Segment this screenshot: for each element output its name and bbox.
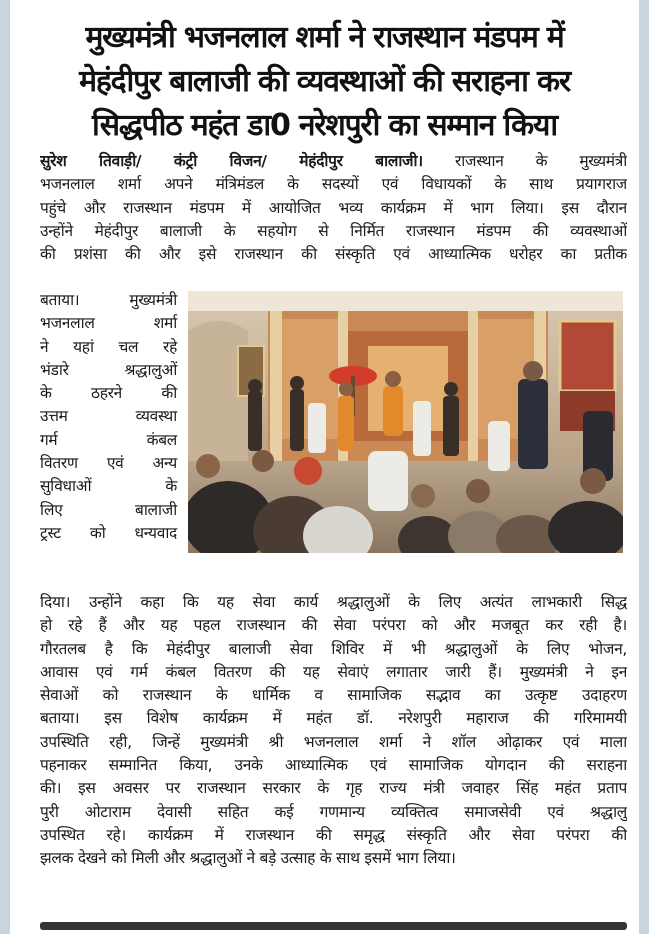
article-side-column: [40, 289, 177, 545]
text-line: बताया। इस विशेष कार्यक्रम में महंत डॉ. नरेशपुरी महाराज की गरिमामयी: [40, 709, 627, 728]
text-line: हो रहे हैं और यह पहल राजस्थान की सेवा परंपरा को और मजबूत कर रही है।: [40, 616, 627, 635]
text-line: लिए बालाजी: [40, 500, 177, 519]
text-line: दिया। उन्होंने कहा कि यह सेवा कार्य श्रद्धालुओं के लिए अत्यंत लाभकारी सिद्ध: [40, 593, 627, 611]
text-line: की प्रशंसा की और इसे राजस्थान की संस्कृति एवं आध्यात्मिक धरोहर का प्रतीक: [40, 245, 627, 264]
text-line: उपस्थिति रही, जिन्हें मुख्यमंत्री श्री भजनलाल शर्मा ने शॉल ओढ़ाकर एवं माला: [40, 732, 627, 751]
text-line: भजनलाल शर्मा अपने मंत्रिमंडल के सदस्यों एवं विधायकों के साथ प्रयागराज: [40, 175, 627, 194]
intro-text: राजस्थान के मुख्यमंत्री: [422, 152, 627, 170]
text-line: बताया। मुख्यमंत्री: [40, 291, 177, 309]
text-line: ने यहां चल रहे: [40, 337, 177, 356]
text-line: पहनाकर सम्मानित किया, उनके आध्यात्मिक एवं सामाजिक योगदान की सराहना: [40, 756, 627, 775]
article-intro: [40, 150, 627, 266]
text-line: आवास एवं गर्म कंबल वितरण की यह सेवाएं लगातार जारी हैं। मुख्यमंत्री ने इन: [40, 662, 627, 681]
event-photo: [188, 291, 623, 553]
text-line: पुरी ओटाराम देवासी सहित कई गणमान्य व्यक्तित्व समाजसेवी एवं श्रद्धालु: [40, 802, 627, 821]
text-line: उत्तम व्यवस्था: [40, 407, 177, 426]
text-line: भंडारे श्रद्धालुओं: [40, 360, 177, 379]
text-line: झलक देखने को मिली और श्रद्धालुओं ने बड़े उत्साह के साथ इसमें भाग लिया।: [40, 849, 456, 868]
text-line: गौरतलब है कि मेहंदीपुर बालाजी सेवा शिविर में भी श्रद्धालुओं के लिए भोजन,: [40, 639, 627, 658]
text-line: पहुंचे और राजस्थान मंडपम में आयोजित भव्य कार्यक्रम में भाग लिया। इस दौरान: [40, 198, 627, 217]
article-headline: [24, 16, 625, 148]
headline-line: मुख्यमंत्री भजनलाल शर्मा ने राजस्थान मंडपम में: [85, 20, 564, 55]
byline: सुरेश तिवाड़ी/ कंट्री विजन/ मेहंदीपुर बालाजी।: [40, 152, 423, 170]
text-line: वितरण एवं अन्य: [40, 454, 177, 473]
text-line: सेवाओं को राजस्थान के धार्मिक व सामाजिक सद्भाव का उत्कृष्ट उदाहरण: [40, 686, 627, 705]
text-line: भजनलाल शर्मा: [40, 314, 177, 333]
text-line: उपस्थित रहे। कार्यक्रम में राजस्थान की समृद्ध संस्कृति और सेवा परंपरा की: [40, 825, 627, 844]
text-line: [40, 150, 627, 173]
text-line: उन्होंने मेहंदीपुर बालाजी के सहयोग से निर्मित राजस्थान मंडपम की व्यवस्थाओं: [40, 221, 627, 240]
headline-line: मेहंदीपुर बालाजी की व्यवस्थाओं की सराहना कर: [79, 64, 570, 99]
next-article-headline-cropped: [40, 918, 627, 934]
text-line: ट्रस्ट को धन्यवाद: [40, 523, 177, 542]
text-line: के ठहरने की: [40, 384, 177, 403]
text-line: सुविधाओं के: [40, 477, 177, 496]
text-line: की। इस अवसर पर राजस्थान सरकार के गृह राज्य मंत्री जवाहर सिंह महंत प्रताप: [40, 779, 627, 798]
newspaper-clipping: [10, 0, 639, 934]
text-line: गर्म कंबल: [40, 430, 177, 449]
headline-line: सिद्धपीठ महंत डा0 नरेशपुरी का सम्मान किया: [92, 108, 557, 143]
article-body: [40, 591, 627, 871]
